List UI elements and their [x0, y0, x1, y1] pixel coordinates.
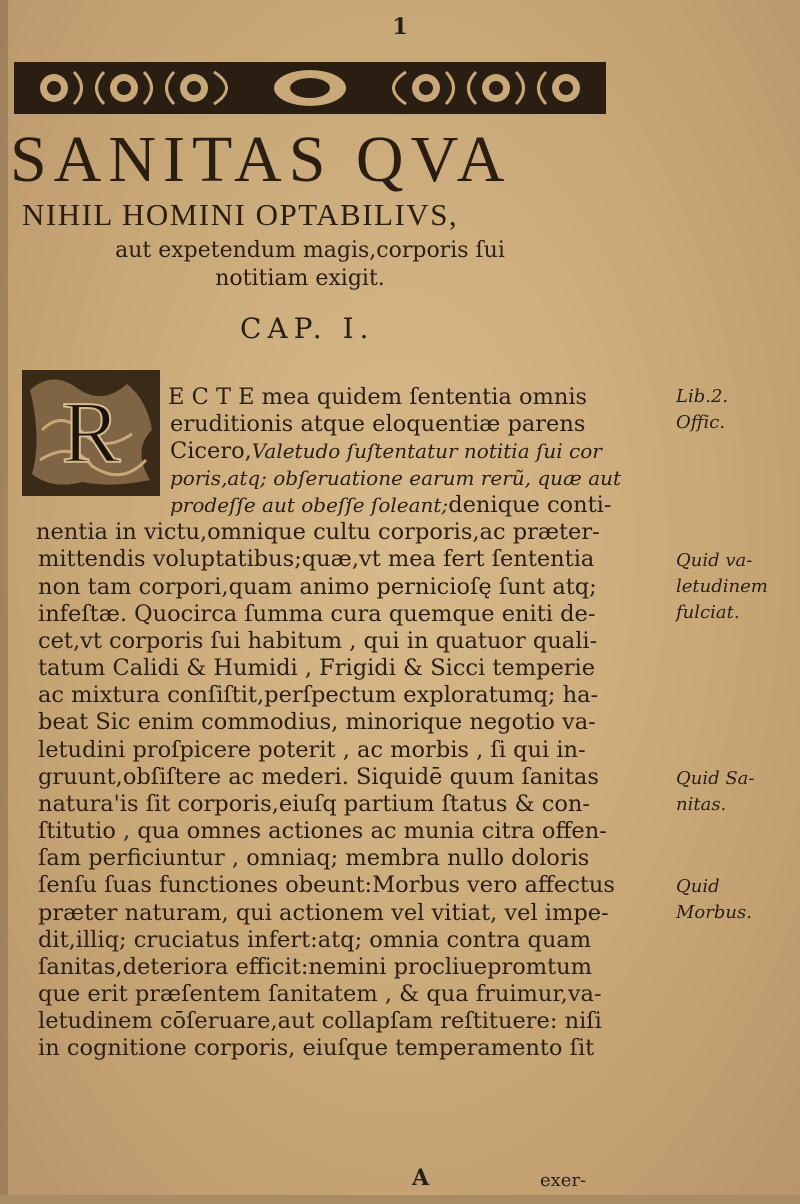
folio-number: 1 [392, 14, 408, 40]
marginal-note: Quid Sa- [676, 768, 755, 789]
initial-letter: R [61, 385, 121, 482]
text-line: in cognitione corporis, eiuſque temperamento ſit [38, 1035, 595, 1061]
text-line: letudini proſpicere poterit , ac morbis , ſi qui in- [38, 737, 586, 763]
marginal-note: nitas. [676, 794, 727, 815]
page-edge-shadow [0, 0, 8, 1204]
text-line: Cicero,Valetudo ſuſtentatur notitia ſui cor [170, 438, 602, 464]
text-line: natura'is ſit corporis,eiuſq partium ſtatus & con- [38, 791, 591, 817]
text-line: ac mixtura conſiſtit,perſpectum exploratumq; ha- [38, 682, 599, 708]
text-line: gruunt,obſiſtere ac mederi. Siquidē quum ſanitas [38, 764, 599, 790]
text-line: ſenſu ſuas functiones obeunt:Morbus vero affectus [38, 872, 615, 898]
text-line: cet,vt corporis ſui habitum , qui in quatuor quali- [38, 628, 598, 654]
text-line: ſanitas,deteriora efficit:nemini procliuepromtum [38, 954, 592, 980]
text-line: eruditionis atque eloquentiæ parens [170, 411, 586, 437]
marginal-note: fulciat. [676, 602, 740, 623]
subtitle-line-1: aut expetendum magis,corporis ſui [115, 238, 505, 263]
text-line: non tam corpori,quam animo pernicioſę ſunt atq; [38, 574, 597, 600]
marginal-note: Offic. [676, 412, 726, 433]
text-line: mittendis voluptatibus;quæ,vt mea fert ſententia [38, 546, 595, 572]
page-bottom-edge [0, 1195, 800, 1204]
text-line: ſam perficiuntur , omniaq; membra nullo doloris [38, 845, 590, 871]
title-line-1: SANITAS QVA [10, 123, 512, 196]
text-line: E C T E mea quidem ſententia omnis [168, 384, 588, 410]
text-line: prodeſſe aut obeſſe ſoleant;denique conti- [170, 492, 612, 518]
ornamental-headband-icon [14, 62, 606, 114]
signature-mark: A [412, 1165, 430, 1191]
decorated-initial-r-icon [22, 370, 160, 496]
chapter-heading: CAP. I. [240, 312, 375, 345]
text-line: nentia in victu,omnique cultu corporis,ac præter- [36, 519, 600, 545]
marginal-note: Quid [676, 876, 720, 897]
text-line: præter naturam, qui actionem vel vitiat, vel impe- [38, 900, 609, 926]
text-line: poris,atq; obſeruatione earum rerũ, quæ aut [170, 466, 622, 490]
text-line: que erit præſentem ſanitatem , & qua fruimur,va- [38, 981, 602, 1007]
text-line: infeſtæ. Quocirca ſumma cura quemque eniti de- [38, 601, 596, 627]
marginal-note: Lib.2. [676, 386, 729, 407]
text-line: beat Sic enim commodius, minorique negotio va- [38, 709, 596, 735]
marginal-note: Quid va- [676, 550, 753, 571]
text-line: dit,illiq; cruciatus infert:atq; omnia contra quam [38, 927, 592, 953]
text-line: tatum Calidi & Humidi , Frigidi & Sicci temperie [38, 655, 596, 681]
catchword: exer- [540, 1170, 587, 1191]
marginal-note: letudinem [676, 576, 768, 597]
marginal-note: Morbus. [676, 902, 752, 923]
text-line: ſtitutio , qua omnes actiones ac munia citra offen- [38, 818, 607, 844]
text-line: letudinem cōſeruare,aut collapſam reſtituere: niſi [38, 1008, 602, 1034]
subtitle-line-2: notitiam exigit. [215, 266, 385, 291]
title-line-2: NIHIL HOMINI OPTABILIVS, [22, 197, 459, 232]
